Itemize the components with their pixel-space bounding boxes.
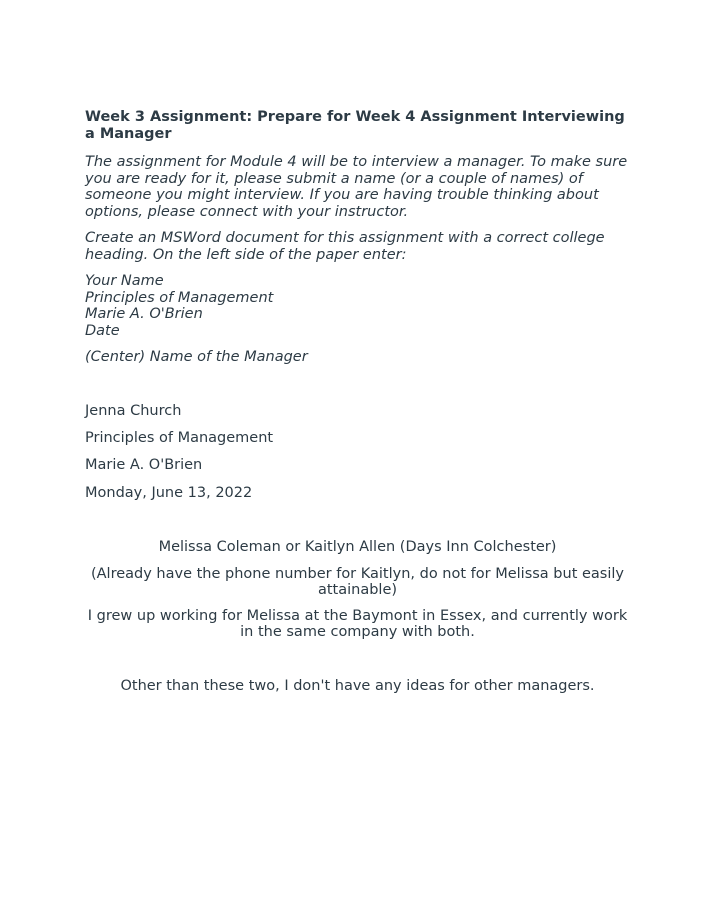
heading-template	[85, 273, 630, 339]
course-name: Principles of Management	[85, 429, 274, 446]
assignment-title: Week 3 Assignment: Prepare for Week 4 Assignment Interviewing a Manager	[85, 109, 625, 142]
closing-note: Other than these two, I don't have any ideas for other managers.	[120, 677, 595, 694]
instructor-name: Marie A. O'Brien	[85, 456, 203, 473]
center-note: (Center) Name of the Manager	[85, 349, 308, 365]
assignment-instructions: Create an MSWord document for this assignment with a correct college heading. On the left side of the paper enter:	[85, 230, 605, 263]
template-your-name: Your Name	[85, 273, 164, 289]
student-name: Jenna Church	[85, 402, 182, 419]
template-course: Principles of Management	[85, 289, 274, 306]
phone-note: (Already have the phone number for Kaitlyn, do not for Melissa but easily attainable)	[90, 565, 624, 598]
template-instructor: Marie A. O'Brien	[85, 306, 203, 322]
manager-names: Melissa Coleman or Kaitlyn Allen (Days Inn Colchester)	[158, 538, 557, 555]
assignment-intro: The assignment for Module 4 will be to interview a manager. To make sure you are ready for it, please submit a name (or a couple of names) of someone you might interview. If you are having trouble thinking about options, please connect with your instructor.	[85, 154, 628, 220]
background-note: I grew up working for Melissa at the Baymont in Essex, and currently work in the same company with both.	[87, 607, 628, 640]
document-page	[85, 109, 630, 695]
template-date: Date	[85, 322, 120, 339]
submission-date: Monday, June 13, 2022	[85, 484, 253, 501]
